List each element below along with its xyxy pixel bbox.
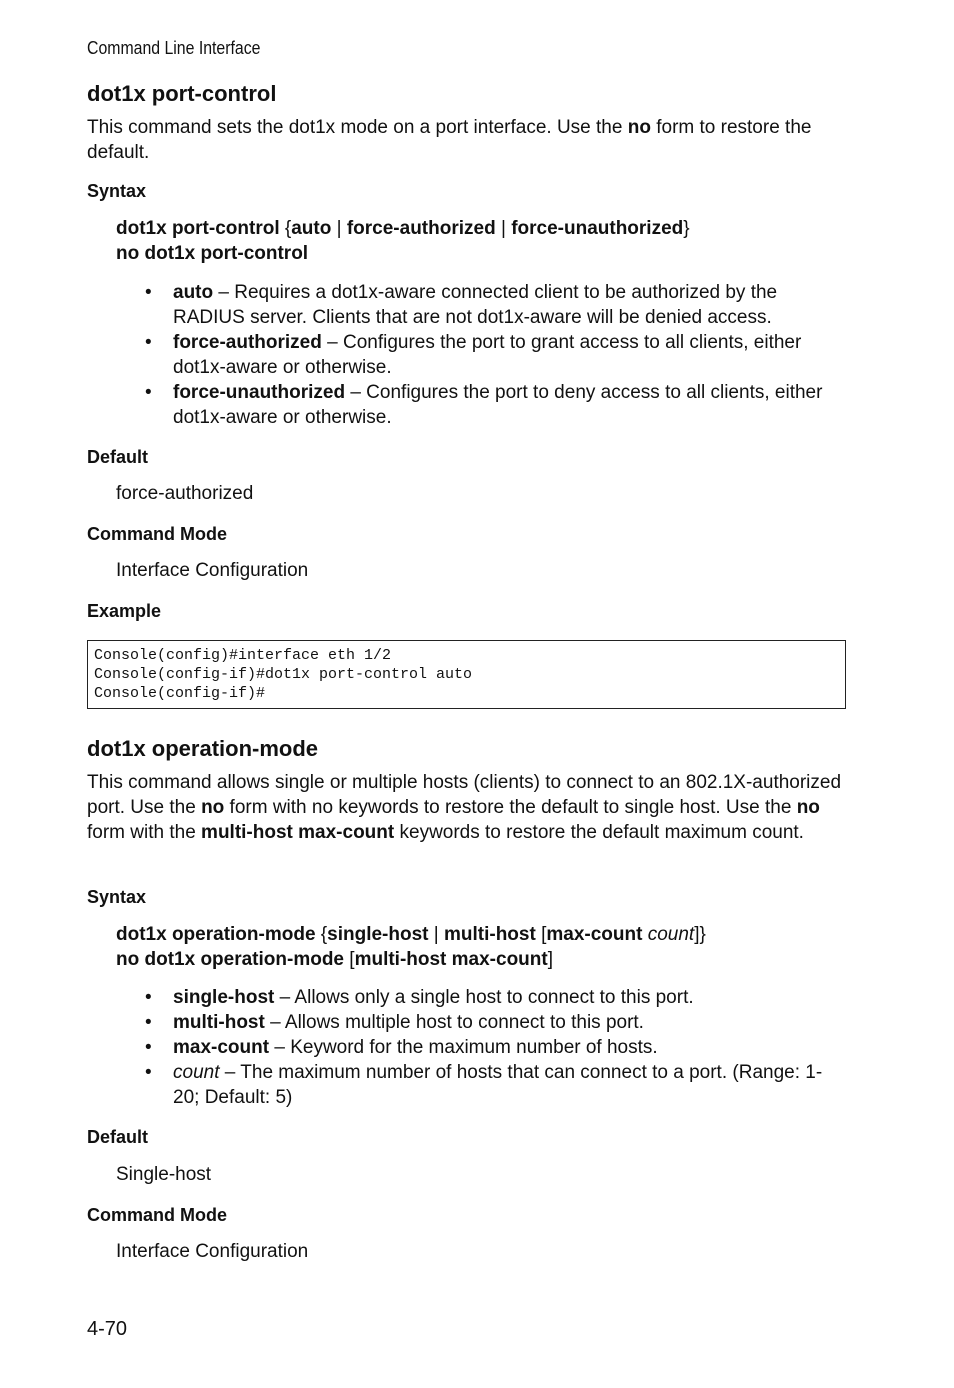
command-mode-value: Interface Configuration [116,560,309,581]
default-heading: Default [87,447,149,467]
port-control-description: This command sets the dot1x mode on a port interface. Use the no form to restore the default. [87,117,812,163]
list-item: • count – The maximum number of hosts that can connect to a port. (Range: 1-20; Default: 5) [145,1062,823,1108]
list-item: • multi-host – Allows multiple host to connect to this port. [145,1012,644,1033]
page-number: 4-70 [87,1318,128,1340]
command-mode-heading: Command Mode [87,524,228,544]
list-item: • max-count – Keyword for the maximum number of hosts. [145,1037,658,1058]
parameter-list [145,280,838,430]
example-code-box [87,640,846,709]
parameter-list [145,985,838,1110]
command-mode-heading: Command Mode [87,1205,228,1225]
syntax-line: dot1x operation-mode {single-host | multi-host [max-count count]} [116,924,706,945]
syntax-heading: Syntax [87,181,147,201]
running-header: Command Line Interface [87,38,261,58]
syntax-heading: Syntax [87,887,147,907]
example-heading: Example [87,601,162,621]
default-heading: Default [87,1127,149,1147]
code-line: Console(config)#interface eth 1/2 [94,647,392,664]
syntax-block [116,216,690,266]
syntax-line-no: no dot1x operation-mode [multi-host max-count] [116,949,554,970]
code-line: Console(config-if)#dot1x port-control auto [94,666,473,683]
section-title-port-control: dot1x port-control [87,81,277,106]
code-line: Console(config-if)# [94,685,266,702]
syntax-block [116,922,706,972]
syntax-line: dot1x port-control {auto | force-authorized | force-unauthorized} [116,218,690,239]
list-item: • force-unauthorized – Configures the port to deny access to all clients, either dot1x-aware or otherwise. [145,382,823,428]
list-item: • force-authorized – Configures the port to grant access to all clients, either dot1x-aware or otherwise. [145,332,802,378]
default-value: Single-host [116,1164,212,1185]
default-value: force-authorized [116,483,254,504]
syntax-line-no: no dot1x port-control [116,243,309,264]
section-title-operation-mode: dot1x operation-mode [87,736,319,761]
list-item: • single-host – Allows only a single host to connect to this port. [145,987,694,1008]
command-mode-value: Interface Configuration [116,1241,309,1262]
operation-mode-description: This command allows single or multiple hosts (clients) to connect to an 802.1X-authorized port. Use the no form with no keywords to restore the default to single host. Use the no form with the multi-host max-count keywords to restore the default maximum count. [87,772,842,843]
list-item: • auto – Requires a dot1x-aware connected client to be authorized by the RADIUS server. Clients that are not dot1x-aware will be denied access. [145,282,778,328]
